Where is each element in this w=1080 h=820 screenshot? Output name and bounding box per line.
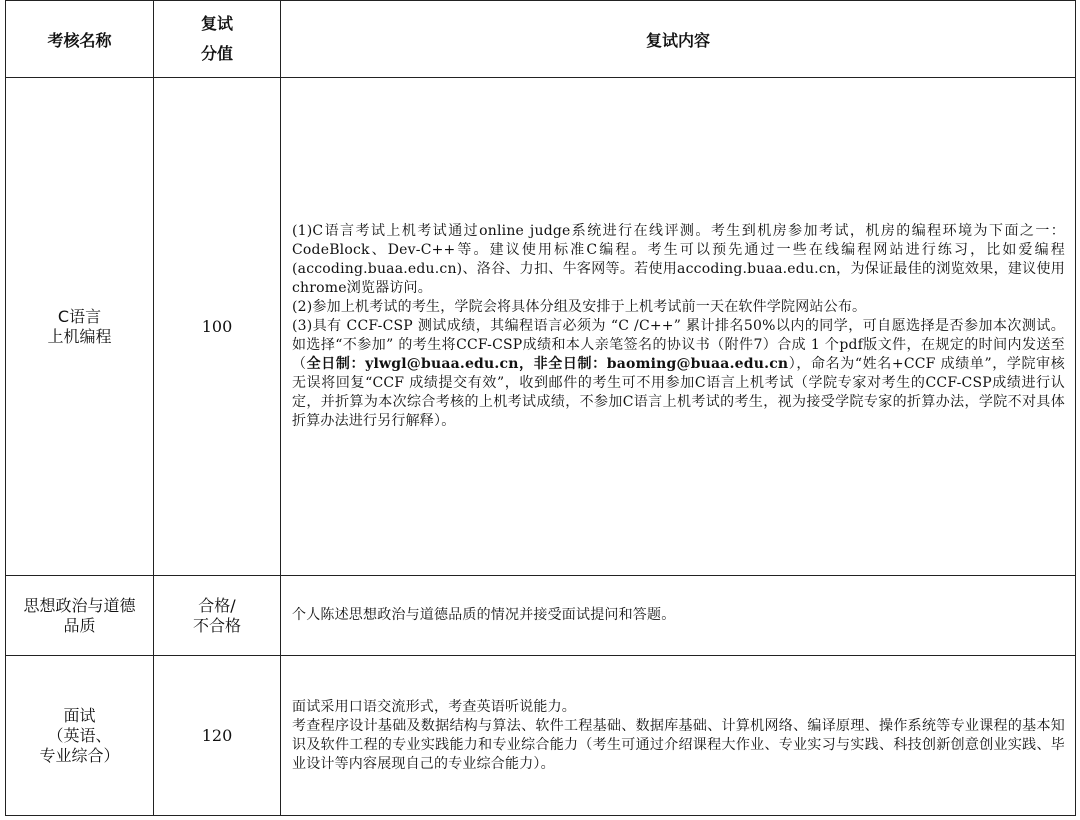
row-interview-name-line2: （英语、	[47, 725, 112, 745]
row-c-name-line1: C语言	[57, 306, 102, 326]
row-c-content-p3-a: (3)具有 CCF-CSP 测试成绩，其编程语言必须为 “C /C++” 累计排名50%以内的同学，可自愿选择是否参加本次测试。如选择“不参加” 的考生将CCF-CSP成绩和本人亲笔签名的协议书（附件7）合成 1 个pdf版文件，在规定的时间内发送至 （	[292, 318, 1065, 372]
row-politics-score-line1: 合格/	[198, 595, 236, 615]
row-c-content-p2: (2)参加上机考试的考生，学院会将具体分组及安排于上机考试前一天在软件学院网站公布。	[292, 299, 867, 315]
row-c-score: 100	[154, 78, 281, 576]
row-politics-score-line2: 不合格	[192, 615, 241, 635]
header-content: 复试内容	[281, 1, 1076, 78]
row-c-content-p1: (1)C语言考试上机考试通过online judge系统进行在线评测。考生到机房参加考试，机房的编程环境为下面之一：CodeBlock、Dev-C++等。建议使用标准C编程。考生可以预先通过一些在线编程网站进行练习，比如爱编程(accoding.buaa.edu.cn)、洛谷、力扣、牛客网等。若使用accoding.buaa.edu.cn，为保证最佳的浏览效果，建议使用chrome浏览器访问。	[292, 223, 1065, 296]
table-row	[6, 656, 1076, 816]
row-politics-name-line1: 思想政治与道德	[23, 595, 136, 615]
row-interview-score: 120	[154, 656, 281, 816]
header-score	[154, 1, 281, 78]
row-interview-name	[6, 656, 154, 816]
row-c-name-line2: 上机编程	[47, 326, 112, 346]
row-c-content	[281, 78, 1076, 576]
row-interview-content-p2: 考查程序设计基础及数据结构与算法、软件工程基础、数据库基础、计算机网络、编译原理、操作系统等专业课程的基本知识及软件工程的专业实践能力和专业综合能力（考生可通过介绍课程大作业、专业实习与实践、科技创新创意创业实践、毕业设计等内容展现自己的专业综合能力）。	[292, 717, 1065, 772]
row-interview-content	[281, 656, 1076, 816]
row-politics-score	[154, 576, 281, 656]
row-interview-name-line3: 专业综合）	[39, 745, 120, 765]
header-exam-name: 考核名称	[6, 1, 154, 78]
header-row	[6, 1, 1076, 78]
row-politics-name-line2: 品质	[63, 615, 96, 635]
exam-table	[5, 0, 1076, 816]
header-score-line1: 复试	[200, 14, 233, 33]
row-interview-name-line1: 面试	[63, 705, 96, 725]
row-politics-content: 个人陈述思想政治与道德品质的情况并接受面试提问和答题。	[281, 576, 1076, 656]
row-c-content-p3-bold: 全日制：ylwgl@buaa.edu.cn，非全日制：baoming@buaa.edu.cn	[306, 356, 789, 372]
row-interview-content-p1: 面试采用口语交流形式，考查英语听说能力。	[292, 698, 576, 715]
table-row	[6, 78, 1076, 576]
row-c-content-p3-b: ），命名为“姓名+CCF 成绩单”，学院审核无误将回复“CCF 成绩提交有效”，收到邮件的考生可不用参加C语言上机考试（学院专家对考生的CCF-CSP成绩进行认定，并折算为本次综合考核的上机考试成绩，不参加C语言上机考试的考生，视为接受学院专家的折算办法，学院不对具体折算办法进行另行解释）。	[292, 356, 1066, 429]
header-score-line2: 分值	[200, 44, 233, 63]
row-politics-name	[6, 576, 154, 656]
row-c-content-p3	[292, 317, 1065, 431]
table-row	[6, 576, 1076, 656]
row-c-name	[6, 78, 154, 576]
